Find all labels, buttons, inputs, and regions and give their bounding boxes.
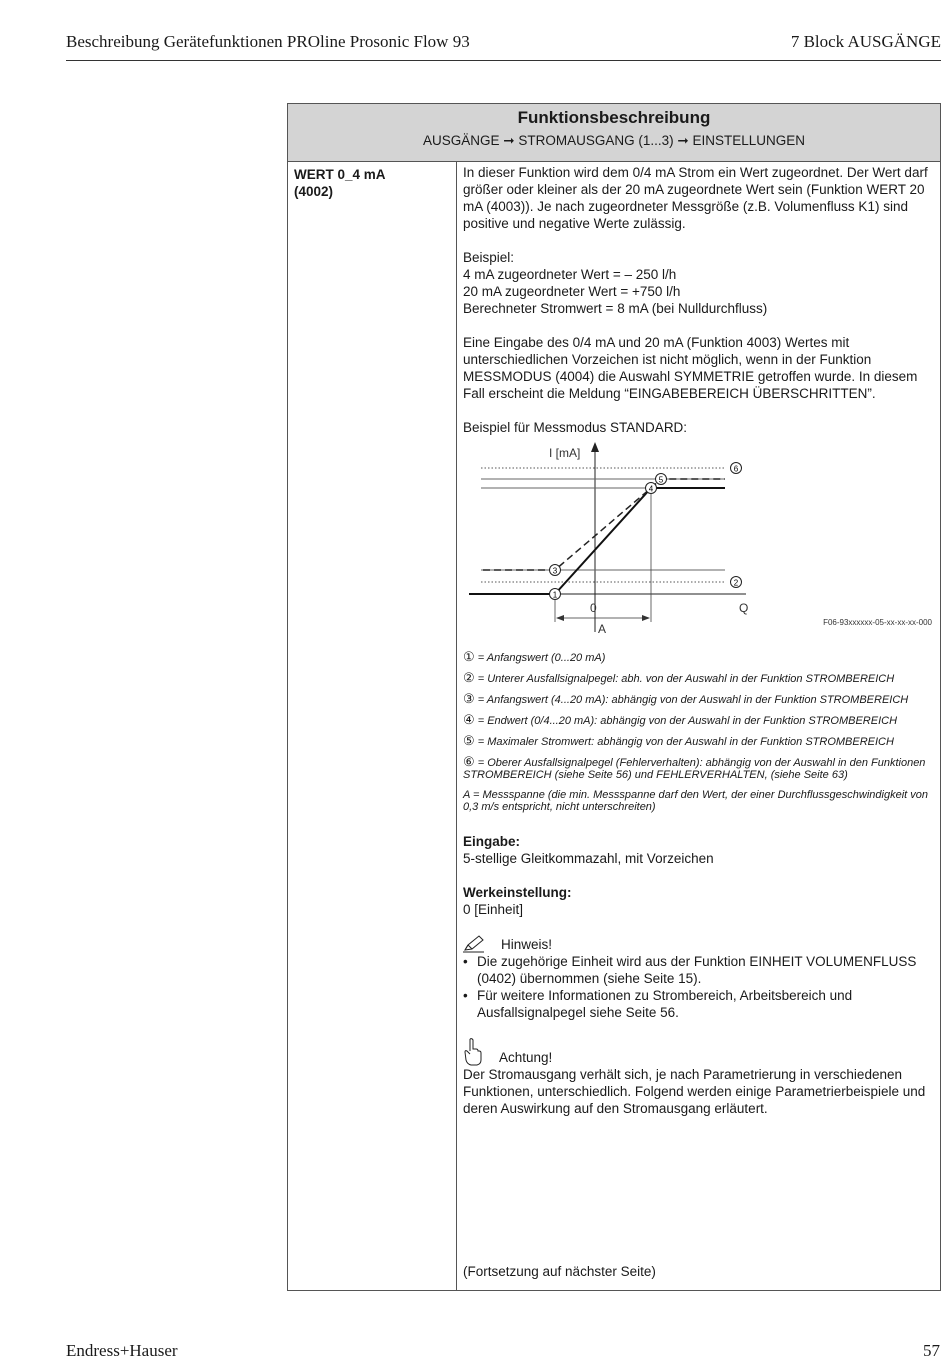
marker-1 [550, 589, 561, 600]
span-arrow-right-icon [642, 615, 650, 621]
caution-heading [463, 1038, 934, 1066]
pointing-hand-icon [463, 1038, 483, 1066]
example-line-2: 20 mA zugeordneter Wert = +750 l/h [463, 284, 681, 299]
example-title: Beispiel: [463, 250, 515, 265]
brand-logo: Endress+Hauser [66, 1341, 178, 1360]
legend-item: ② = Unterer Ausfallsignalpegel: abh. von der Auswahl in der Funktion STROMBEREICH [463, 670, 895, 685]
x-axis-label: Q [739, 601, 749, 615]
y-axis-arrow-icon [591, 442, 599, 452]
marker-2 [731, 577, 742, 588]
marker-4 [646, 483, 657, 494]
arrow-icon: ➞ [503, 133, 515, 148]
example-line-3: Berechneter Stromwert = 8 mA (bei Nulldurchfluss) [463, 301, 768, 316]
function-table [287, 103, 941, 1291]
note-heading [463, 935, 934, 953]
curve-0-20ma [469, 488, 725, 594]
legend [463, 651, 934, 813]
intro-paragraph: In dieser Funktion wird dem 0/4 mA Strom ein Wert zugeordnet. Der Wert darf größer oder kleiner als der 20 mA zugeordnete Wert sein (Funktion WERT 20 mA (4003)). Je nach zugeordneter Messgröße (z.B. Volumenfluss K1) sind positive und negative Werte zulässig. [463, 165, 928, 231]
legend-item: A = Messspanne (die min. Messspanne darf den Wert, der einer Durchflussgeschwindigkeit von 0,3 m/s entspricht, nicht unterschreiten) [463, 789, 928, 813]
svg-text:4: 4 [648, 484, 654, 494]
list-item: • Für weitere Informationen zu Strombereich, Arbeitsbereich und Ausfallsignalpegel siehe Seite 56. [463, 987, 934, 1021]
legend-item: ⑤ = Maximaler Stromwert: abhängig von der Auswahl in der Funktion STROMBEREICH [463, 733, 894, 748]
svg-text:3: 3 [552, 566, 558, 576]
caution-label: Achtung! [499, 1050, 553, 1065]
arrow-icon: ➞ [677, 133, 689, 148]
pencil-icon [463, 935, 485, 953]
legend-item: ① = Anfangswert (0...20 mA) [463, 649, 606, 664]
note-label: Hinweis! [501, 937, 553, 952]
continued-note: (Fortsetzung auf nächster Seite) [463, 1264, 656, 1279]
default-value: 0 [Einheit] [463, 902, 524, 917]
function-code: (4002) [294, 184, 334, 199]
curve-4-20ma [483, 479, 725, 570]
svg-text:2: 2 [733, 578, 739, 588]
mode-example-title: Beispiel für Messmodus STANDARD: [463, 420, 688, 435]
svg-text:5: 5 [658, 475, 664, 485]
path-item-settings: EINSTELLUNGEN [692, 133, 806, 148]
example-line-1: 4 mA zugeordneter Wert = – 250 l/h [463, 267, 677, 282]
caution-paragraph: Der Stromausgang verhält sich, je nach Parametrierung in verschiedenen Funktionen, unterschiedlich. Folgend werden einige Parametrierbeispiele und deren Auswirkung auf den Stromausgang erläutert. [463, 1067, 926, 1116]
legend-item: ⑥ = Oberer Ausfallsignalpegel (Fehlerverhalten): abhängig von der Auswahl in den Funktionen STROMBEREICH (siehe Seite 56) und FEHLERVERHALTEN, (siehe Seite 63) [463, 754, 926, 781]
table-title: Funktionsbeschreibung [517, 108, 711, 127]
current-output-diagram [463, 442, 934, 647]
svg-text:1: 1 [552, 590, 558, 600]
span-arrow-left-icon [556, 615, 564, 621]
legend-item: ④ = Endwert (0/4...20 mA): abhängig von der Auswahl in der Funktion STROMBEREICH [463, 712, 898, 727]
function-label [288, 161, 456, 200]
origin-label: 0 [590, 601, 597, 615]
legend-item: ③ = Anfangswert (4...20 mA): abhängig von der Auswahl in der Funktion STROMBEREICH [463, 691, 909, 706]
y-axis-label: I [mA] [549, 446, 581, 460]
function-description [463, 164, 934, 1279]
marker-3 [550, 565, 561, 576]
marker-6 [731, 463, 742, 474]
input-label: Eingabe: [463, 834, 521, 849]
path-item-outputs: AUSGÄNGE [422, 133, 500, 148]
list-item: • Die zugehörige Einheit wird aus der Funktion EINHEIT VOLUMENFLUSS (0402) übernommen (siehe Seite 15). [463, 953, 934, 987]
input-value: 5-stellige Gleitkommazahl, mit Vorzeichen [463, 851, 714, 866]
marker-5 [656, 474, 667, 485]
sign-note-paragraph: Eine Eingabe des 0/4 mA und 20 mA (Funktion 4003) Wertes mit unterschiedlichen Vorzeichen ist nicht möglich, wenn in der Funktion MESSMODUS (4004) die Auswahl SYMMETRIE getroffen wurde. In diesem Fall erscheint die Meldung “EINGABEBEREICH ÜBERSCHRITTEN”. [463, 335, 918, 401]
span-label: A [598, 622, 607, 636]
path-item-current-output: STROMAUSGANG (1...3) [518, 133, 674, 148]
header-divider [66, 60, 941, 61]
note-list [463, 953, 934, 1021]
header-section: 7 Block AUSGÄNGE [790, 32, 941, 51]
current-output-chart [463, 442, 933, 647]
header-title: Beschreibung Gerätefunktionen PROline Prosonic Flow 93 [66, 32, 470, 51]
table-header [288, 104, 940, 162]
function-name: WERT 0_4 mA [294, 167, 386, 182]
svg-text:6: 6 [733, 464, 739, 474]
function-name-column [288, 161, 457, 1290]
menu-path [288, 133, 940, 149]
default-label: Werkeinstellung: [463, 885, 572, 900]
page-number: 57 [923, 1341, 940, 1360]
figure-code: F06-93xxxxxx-05-xx-xx-xx-000 [823, 618, 932, 627]
